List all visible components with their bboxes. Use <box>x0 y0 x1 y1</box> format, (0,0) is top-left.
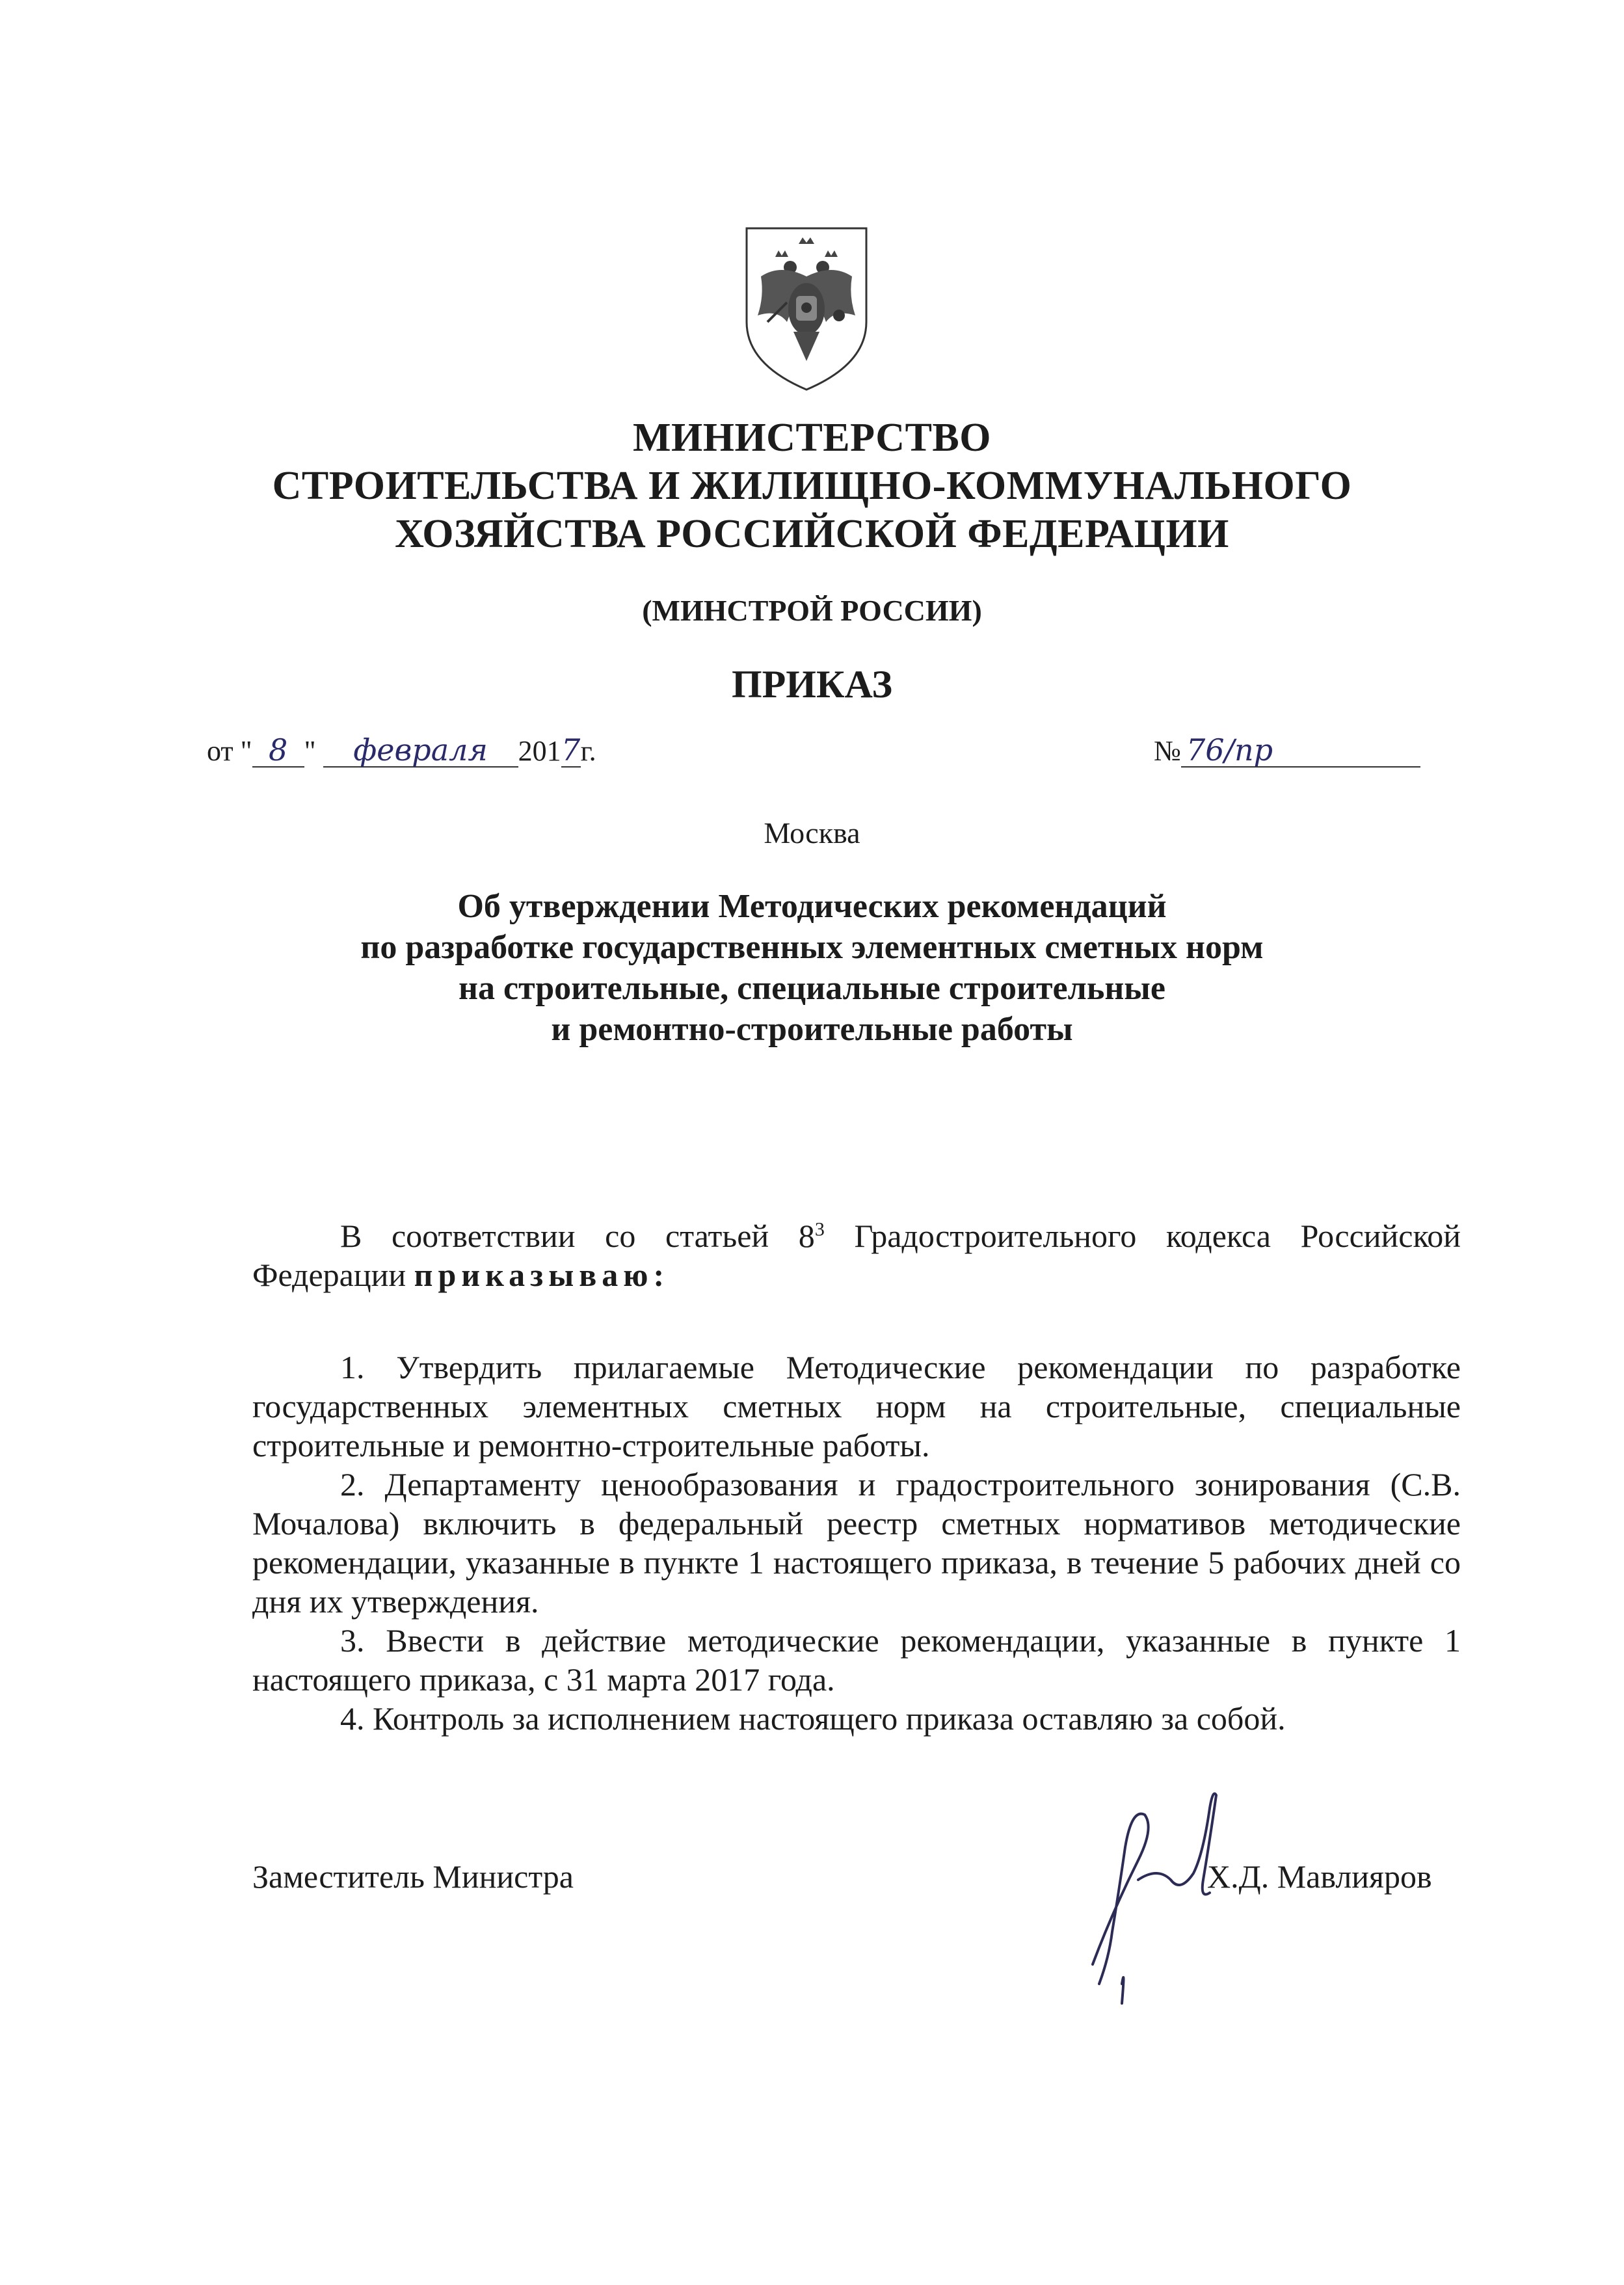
date-year-prefix: 201 <box>518 735 561 767</box>
org-short-name: (МИНСТРОЙ РОССИИ) <box>642 594 982 627</box>
date-mid: " <box>304 735 316 767</box>
signer-position: Заместитель Министра <box>252 1858 574 1895</box>
date-month: февраля <box>323 734 518 768</box>
article-superscript: 3 <box>814 1218 825 1240</box>
order-point-3: 3. Ввести в действие методические рекомендации, указанные в пункте 1 настоящего приказа, с 31 марта 2017 года. <box>252 1622 1461 1698</box>
title-line-2: по разработке государственных элементных сметных норм <box>360 929 1264 966</box>
intro-text-start: В соответствии со статьей 8 <box>340 1218 815 1254</box>
coat-of-arms-icon <box>741 224 872 394</box>
order-point-2: 2. Департаменту ценообразования и градостроительного зонирования (С.В. Мочалова) включить в федеральный реестр сметных нормативов методические рекомендации, указанные в пункте 1 настоящего приказа, в течение 5 рабочих дней со дня их утверждения. <box>252 1466 1461 1620</box>
org-name-line-2: СТРОИТЕЛЬСТВА И ЖИЛИЩНО-КОММУНАЛЬНОГО <box>272 464 1352 508</box>
number-prefix: № <box>1154 735 1181 767</box>
date-year-digit: 7 <box>561 732 581 768</box>
org-name-line-1: МИНИСТЕРСТВО <box>632 416 991 460</box>
date-suffix: г. <box>580 735 596 767</box>
order-point-1: 1. Утвердить прилагаемые Методические рекомендации по разработке государственных элементных сметных норм на строительные, специальные строительные и ремонтно-строительные работы. <box>252 1349 1461 1463</box>
org-name-line-3: ХОЗЯЙСТВА РОССИЙСКОЙ ФЕДЕРАЦИИ <box>395 512 1229 556</box>
order-points <box>252 1348 1461 1738</box>
order-number <box>1154 734 1420 768</box>
order-title <box>0 886 1624 1050</box>
order-date <box>207 734 596 786</box>
intro-text-end: Градостроительного кодекса Российской Федерации <box>252 1218 1461 1293</box>
order-verb: приказываю: <box>414 1257 670 1293</box>
city: Москва <box>764 816 860 849</box>
date-day: 8 <box>252 734 304 768</box>
number-value: 76/пр <box>1181 734 1420 768</box>
order-point-4: 4. Контроль за исполнением настоящего приказа оставляю за собой. <box>340 1700 1286 1737</box>
signer-name: Х.Д. Мавлияров <box>1207 1858 1432 1895</box>
date-prefix: от " <box>207 735 252 767</box>
title-line-1: Об утверждении Методических рекомендаций <box>457 888 1167 925</box>
document-type: ПРИКАЗ <box>731 663 892 706</box>
intro-paragraph <box>252 1216 1461 1294</box>
title-line-3: на строительные, специальные строительные <box>459 970 1165 1007</box>
title-line-4: и ремонтно-строительные работы <box>551 1011 1073 1048</box>
